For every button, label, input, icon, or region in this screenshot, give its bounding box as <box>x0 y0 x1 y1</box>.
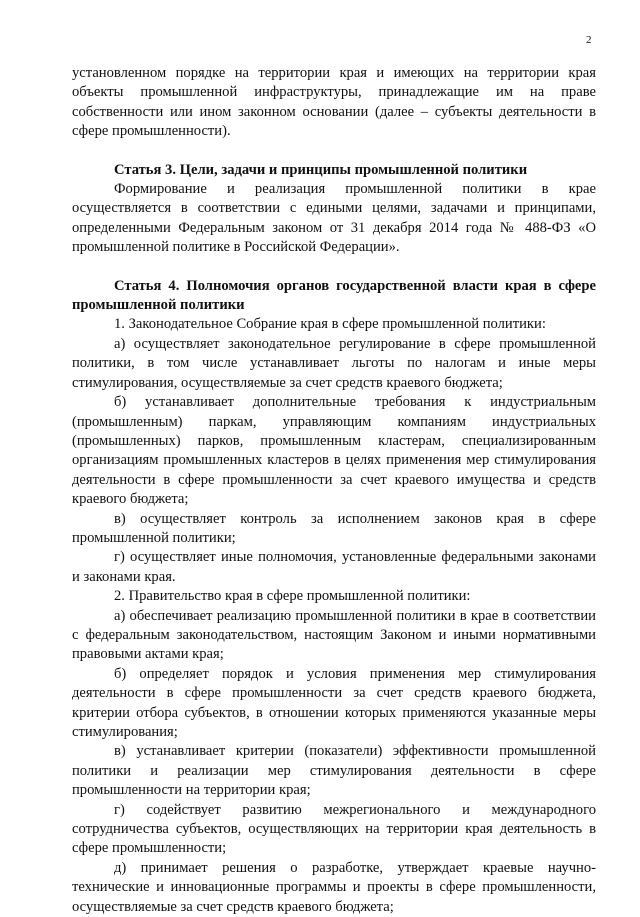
section2-item: а) обеспечивает реализацию промышленной политики в крае в соответствии с федеральным законодательством, настоящим Законом и иными нормативными правовыми актами края; <box>72 607 596 663</box>
page-number: 2 <box>586 34 592 46</box>
article4-title: Статья 4. Полномочия органов государственной власти края в сфере промышленной политики <box>72 277 596 314</box>
section2-item: д) принимает решения о разработке, утверждает краевые научно-технические и инновационные программы и проекты в сфере промышленности, осуществляемые за счет средств краевого бюджета; <box>72 859 596 915</box>
section2-intro: 2. Правительство края в сфере промышленной политики: <box>114 588 471 605</box>
document-body <box>72 64 596 917</box>
article3-text: Формирование и реализация промышленной политики в крае осуществляется в соответствии с едиными целями, задачами и принципами, определенными Федеральным законом от 31 декабря 2014 года № 488-ФЗ «О промышленной политике в Российской Федерации». <box>72 181 596 256</box>
section1-item: б) устанавливает дополнительные требования к индустриальным (промышленным) паркам, управляющим компаниям индустриальных (промышленных) парков, промышленным кластерам, специализированным организациям промышленных кластеров в целях применения мер стимулирования деятельности в сфере промышленности за счет краевого имущества и средств краевого бюджета; <box>72 394 596 508</box>
section2-item: б) определяет порядок и условия применения мер стимулирования деятельности в сфере промышленности за счет средств краевого бюджета, критерии отбора субъектов, в отношении которых применяются указанные меры стимулирования; <box>72 665 596 740</box>
section1-item: в) осуществляет контроль за исполнением законов края в сфере промышленной политики; <box>72 510 596 546</box>
section2-item: в) устанавливает критерии (показатели) эффективности промышленной политики и реализации мер стимулирования деятельности в сфере промышленности на территории края; <box>72 743 596 799</box>
section1-item: а) осуществляет законодательное регулирование в сфере промышленной политики, в том числе устанавливает льготы по налогам и иные меры стимулирования, осуществляемые за счет средств краевого бюджета; <box>72 335 596 391</box>
section1-item: г) осуществляет иные полномочия, установленные федеральными законами и законами края. <box>72 549 596 585</box>
section1-intro: 1. Законодательное Собрание края в сфере промышленной политики: <box>114 316 546 333</box>
intro-paragraph: установленном порядке на территории края и имеющих на территории края объекты промышленной инфраструктуры, принадлежащие им на праве собственности или ином законном основании (далее – субъекты деятельности в сфере промышленности). <box>72 65 596 140</box>
section2-item: г) содействует развитию межрегионального и международного сотрудничества субъектов, осуществляющих на территории края деятельность в сфере промышленности; <box>72 801 596 857</box>
article3-title: Статья 3. Цели, задачи и принципы промышленной политики <box>114 161 528 178</box>
